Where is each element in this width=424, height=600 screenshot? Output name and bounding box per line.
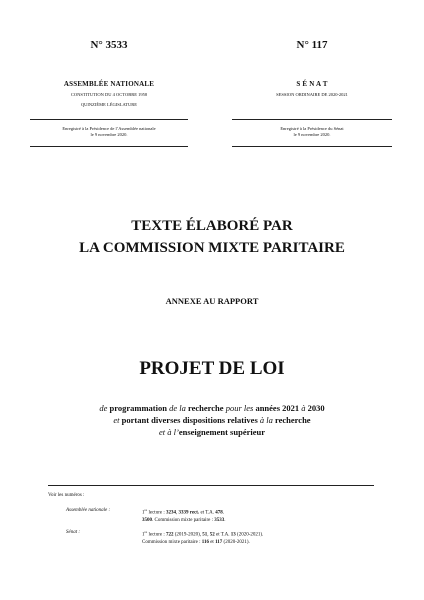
an-registration-line2: le 9 novembre 2020.	[90, 132, 128, 137]
text-run: 2030	[307, 403, 325, 413]
senat-session: SESSION ORDINAIRE DE 2020-2021	[276, 92, 348, 97]
text-run: 3533	[214, 518, 225, 523]
senat-chamber: S É N A T	[296, 80, 328, 88]
senat-registration-line2: le 9 novembre 2020.	[293, 132, 331, 137]
text-run: recherche	[275, 415, 311, 425]
text-run: 116	[201, 540, 209, 545]
senat-registration	[232, 126, 392, 138]
text-run: 117	[215, 540, 223, 545]
text-run: 3500	[142, 518, 152, 523]
an-chamber: ASSEMBLÉE NATIONALE	[63, 80, 155, 88]
subtitle-line2	[0, 415, 424, 426]
text-run: enseignement supérieur	[178, 427, 265, 437]
text-run: 3234	[165, 510, 176, 516]
footer-senat-line2	[142, 539, 250, 546]
text-run: de la	[166, 403, 188, 413]
text-run: de	[99, 403, 110, 413]
text-run: 13	[230, 532, 236, 538]
main-title-line1: TEXTE ÉLABORÉ PAR	[131, 218, 293, 234]
senat-number: N° 117	[296, 39, 328, 51]
footer-an-label: Assemblée nationale :	[66, 508, 111, 513]
text-run: et T.A.	[214, 532, 231, 538]
text-run: à la	[257, 415, 276, 425]
text-run: re	[144, 530, 148, 534]
senat-registration-line1: Enregistré à la Présidence du Sénat	[280, 126, 344, 131]
an-registration-line1: Enregistré à la Présidence de l’Assemblée nationale	[62, 126, 156, 131]
text-run: (2020-2021).	[222, 540, 250, 545]
text-run: et à l’	[159, 427, 179, 437]
text-run: et T.A.	[199, 510, 216, 516]
text-run: ,	[207, 532, 210, 538]
text-run: .	[222, 510, 225, 516]
text-run: . Commission mixte paritaire :	[152, 518, 215, 523]
an-number: N° 3533	[90, 39, 128, 51]
text-run: (2019-2020),	[173, 532, 203, 538]
text-run: 1	[142, 532, 145, 538]
text-run: 722	[165, 532, 174, 538]
an-legislature: QUINZIÈME LÉGISLATURE	[80, 102, 138, 107]
text-run: 51	[202, 532, 208, 538]
text-run: à	[299, 403, 308, 413]
projet-de-loi-title: PROJET DE LOI	[139, 358, 285, 379]
text-run: recherche	[188, 403, 224, 413]
text-run: 3339 rect.	[178, 510, 200, 516]
header-bottom-divider-right	[232, 146, 392, 147]
main-title-line2: LA COMMISSION MIXTE PARITAIRE	[79, 240, 345, 256]
text-run: 52	[209, 532, 215, 538]
text-run: ,	[175, 510, 179, 516]
footer-senat-line1	[142, 529, 263, 539]
subtitle-line3	[0, 427, 424, 438]
text-run: années 2021	[255, 403, 300, 413]
text-run: Commission mixte paritaire :	[142, 540, 202, 545]
text-run: (2020-2021).	[235, 532, 264, 538]
text-run: pour les	[223, 403, 256, 413]
text-run: portant diverses dispositions relatives	[121, 415, 258, 425]
header-bottom-divider-left	[30, 146, 188, 147]
header-divider-right	[232, 119, 392, 120]
text-run: et	[208, 540, 216, 545]
subtitle-line1	[0, 403, 424, 414]
header-divider-left	[30, 119, 188, 120]
footer-divider	[48, 485, 374, 486]
text-run: lecture :	[147, 510, 166, 516]
text-run: programmation	[109, 403, 167, 413]
text-run: et	[113, 415, 122, 425]
an-constitution: CONSTITUTION DU 4 OCTOBRE 1958	[70, 92, 148, 97]
text-run: re	[144, 508, 148, 512]
text-run: 1	[142, 510, 145, 516]
text-run: lecture :	[147, 532, 166, 538]
header-right	[232, 0, 392, 150]
text-run: .	[224, 518, 226, 523]
text-run: 478	[215, 510, 223, 516]
an-registration	[30, 126, 188, 138]
header-left	[30, 0, 188, 150]
footer-label: Voir les numéros :	[48, 493, 85, 498]
annexe-label: ANNEXE AU RAPPORT	[165, 296, 259, 306]
footer-an-line1	[142, 507, 224, 517]
footer-an-line2	[142, 517, 225, 524]
footer-senat-label: Sénat :	[66, 530, 81, 535]
